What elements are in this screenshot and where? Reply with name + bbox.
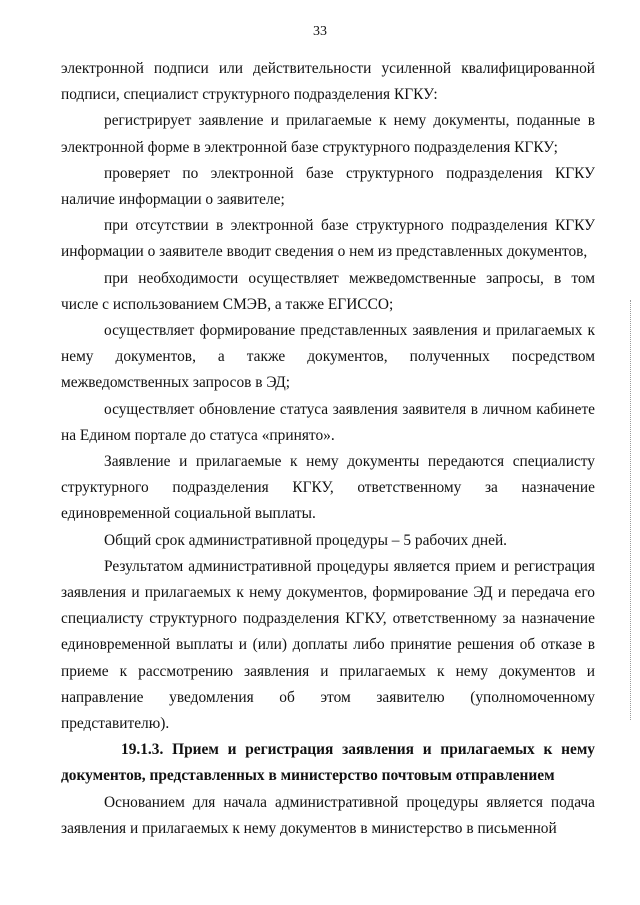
- paragraph-transfer: Заявление и прилагаемые к нему документы передаются специалисту структурного подразделения КГКУ, ответственному за назначение единовременной социальной выплаты.: [61, 453, 595, 523]
- paragraph-continuation: электронной подписи или действительности усиленной квалифицированной подписи, специалист структурного подразделения КГКУ:: [61, 60, 595, 104]
- paragraph-check-database: проверяет по электронной базе структурного подразделения КГКУ наличие информации о заявителе;: [61, 164, 595, 209]
- paragraph-update-status: осуществляет обновление статуса заявления заявителя в личном кабинете на Едином портале до статуса «принято».: [61, 400, 595, 444]
- paragraph-term: Общий срок административной процедуры – 5 рабочих дней.: [104, 531, 508, 549]
- paragraph-basis: Основанием для начала административной процедуры является подача заявления и прилагаемых к нему документов в министерство в письменной: [61, 793, 595, 837]
- paragraph-form-documents: осуществляет формирование представленных заявления и прилагаемых к нему документов, а также документов, полученных посредством межведомственных запросов в ЭД;: [61, 322, 595, 392]
- document-body: [61, 56, 595, 842]
- paragraph-interagency-requests: при необходимости осуществляет межведомственные запросы, в том числе с использованием СМЭВ, а также ЕГИССО;: [61, 269, 595, 313]
- paragraph-result: Результатом административной процедуры является прием и регистрация заявления и прилагаемых к нему документов, формирование ЭД и передача его специалисту структурного подразделения КГКУ, ответственному за назначение единовременной выплаты и (или) доплаты либо принятие решения об отказе в приеме к рассмотрению заявления и прилагаемых к нему документов и направление уведомления об этом заявителю (уполномоченному представителю).: [61, 557, 595, 733]
- page-number: 33: [313, 24, 327, 39]
- margin-dotted-line: [630, 300, 634, 720]
- section-heading: 19.1.3. Прием и регистрация заявления и прилагаемых к нему документов, представленных в министерство почтовым отправлением: [61, 741, 595, 785]
- paragraph-enter-info: при отсутствии в электронной базе структурного подразделения КГКУ информации о заявителе вводит сведения о нем из представленных документов,: [61, 217, 595, 261]
- paragraph-register: регистрирует заявление и прилагаемые к нему документы, поданные в электронной форме в электронной базе структурного подразделения КГКУ;: [61, 112, 595, 156]
